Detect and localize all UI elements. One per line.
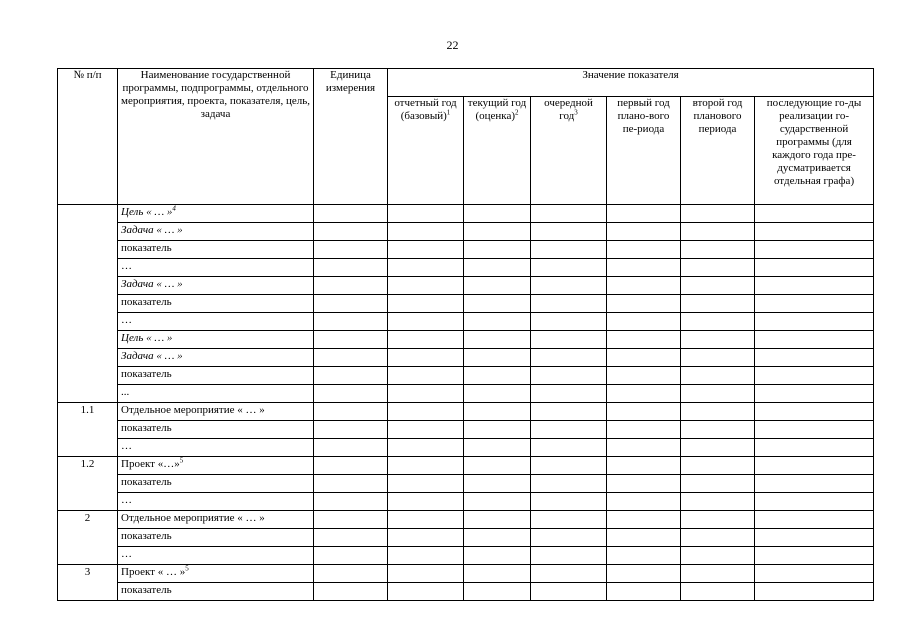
empty-value-cell (681, 439, 755, 457)
empty-value-cell (755, 547, 874, 565)
empty-value-cell (314, 439, 388, 457)
header-value-column-label: второй год планового периода (692, 97, 743, 135)
table-row (58, 493, 874, 511)
footnote-marker: 5 (185, 564, 189, 573)
header-value-column (531, 97, 607, 205)
empty-value-cell (607, 313, 681, 331)
empty-value-cell (681, 349, 755, 367)
table-row (58, 547, 874, 565)
empty-value-cell (531, 295, 607, 313)
footnote-marker: 2 (515, 108, 519, 117)
empty-value-cell (531, 511, 607, 529)
empty-value-cell (314, 583, 388, 601)
row-name-cell (118, 439, 314, 457)
empty-value-cell (388, 511, 464, 529)
row-name-cell (118, 511, 314, 529)
empty-value-cell (388, 277, 464, 295)
empty-value-cell (388, 367, 464, 385)
empty-value-cell (464, 259, 531, 277)
empty-value-cell (388, 205, 464, 223)
empty-value-cell (531, 349, 607, 367)
empty-value-cell (464, 313, 531, 331)
table-row (58, 313, 874, 331)
empty-value-cell (531, 547, 607, 565)
table-row (58, 565, 874, 583)
header-value-column (464, 97, 531, 205)
header-unit: Единица измерения (314, 69, 388, 205)
empty-value-cell (755, 529, 874, 547)
empty-value-cell (464, 547, 531, 565)
empty-value-cell (755, 223, 874, 241)
header-value-column-label: первый год плано-вого пе-риода (617, 97, 670, 135)
page-number: 22 (446, 38, 459, 52)
row-name-cell (118, 493, 314, 511)
row-number-cell: 2 (58, 511, 118, 565)
row-name-text: Задача « … » (121, 278, 183, 290)
header-number: № п/п (58, 69, 118, 205)
empty-value-cell (531, 475, 607, 493)
header-value-column-label: последующие го-ды реализации го-сударственной программы (для каждого года пре-дусматривается отдельная графа) (766, 97, 862, 187)
empty-value-cell (314, 529, 388, 547)
row-name-text: показатель (121, 368, 172, 380)
empty-value-cell (755, 493, 874, 511)
empty-value-cell (755, 583, 874, 601)
empty-value-cell (755, 421, 874, 439)
empty-value-cell (531, 367, 607, 385)
empty-value-cell (314, 511, 388, 529)
empty-value-cell (464, 349, 531, 367)
empty-value-cell (464, 241, 531, 259)
footnote-marker: 1 (446, 108, 451, 117)
empty-value-cell (464, 475, 531, 493)
empty-value-cell (531, 205, 607, 223)
empty-value-cell (314, 205, 388, 223)
empty-value-cell (607, 529, 681, 547)
empty-value-cell (314, 259, 388, 277)
row-name-text: Задача « … » (121, 224, 183, 236)
empty-value-cell (531, 331, 607, 349)
empty-value-cell (464, 493, 531, 511)
empty-value-cell (607, 295, 681, 313)
empty-value-cell (531, 529, 607, 547)
empty-value-cell (607, 493, 681, 511)
table-row (58, 403, 874, 421)
row-name-text: Отдельное мероприятие « … » (121, 404, 265, 416)
header-value-column-label: отчетный год (базовый) (394, 97, 457, 122)
empty-value-cell (607, 475, 681, 493)
empty-value-cell (681, 331, 755, 349)
empty-value-cell (464, 565, 531, 583)
empty-value-cell (755, 241, 874, 259)
row-name-text: … (121, 494, 132, 506)
row-name-cell (118, 295, 314, 313)
empty-value-cell (388, 457, 464, 475)
empty-value-cell (464, 529, 531, 547)
empty-value-cell (531, 403, 607, 421)
header-value-column (388, 97, 464, 205)
header-indicator-value: Значение показателя (388, 69, 874, 97)
table-row (58, 277, 874, 295)
empty-value-cell (681, 493, 755, 511)
row-name-text: … (121, 260, 132, 272)
empty-value-cell (681, 259, 755, 277)
empty-value-cell (464, 385, 531, 403)
empty-value-cell (755, 367, 874, 385)
row-name-cell (118, 205, 314, 223)
table-row (58, 367, 874, 385)
empty-value-cell (388, 493, 464, 511)
empty-value-cell (314, 331, 388, 349)
empty-value-cell (607, 241, 681, 259)
empty-value-cell (531, 313, 607, 331)
empty-value-cell (464, 421, 531, 439)
empty-value-cell (464, 223, 531, 241)
empty-value-cell (755, 457, 874, 475)
empty-value-cell (388, 331, 464, 349)
empty-value-cell (314, 547, 388, 565)
empty-value-cell (464, 277, 531, 295)
empty-value-cell (464, 403, 531, 421)
row-name-text: ... (121, 386, 130, 398)
empty-value-cell (531, 241, 607, 259)
empty-value-cell (681, 367, 755, 385)
row-name-text: показатель (121, 530, 172, 542)
table-row (58, 241, 874, 259)
empty-value-cell (314, 421, 388, 439)
row-name-cell (118, 241, 314, 259)
table-row (58, 205, 874, 223)
header-value-column (607, 97, 681, 205)
empty-value-cell (681, 565, 755, 583)
empty-value-cell (681, 223, 755, 241)
indicator-table (57, 68, 874, 601)
table-row (58, 223, 874, 241)
footnote-marker: 5 (179, 456, 184, 465)
empty-value-cell (755, 277, 874, 295)
empty-value-cell (681, 583, 755, 601)
row-name-text: показатель (121, 422, 172, 434)
row-name-cell (118, 403, 314, 421)
row-name-text: … (121, 548, 132, 560)
row-name-text: Отдельное мероприятие « … » (121, 512, 265, 524)
table-row (58, 457, 874, 475)
empty-value-cell (388, 565, 464, 583)
empty-value-cell (755, 295, 874, 313)
table-row (58, 439, 874, 457)
table-row (58, 331, 874, 349)
empty-value-cell (464, 331, 531, 349)
empty-value-cell (607, 547, 681, 565)
empty-value-cell (464, 511, 531, 529)
empty-value-cell (607, 583, 681, 601)
empty-value-cell (388, 349, 464, 367)
empty-value-cell (531, 457, 607, 475)
empty-value-cell (607, 385, 681, 403)
empty-value-cell (755, 313, 874, 331)
empty-value-cell (388, 385, 464, 403)
table-row (58, 421, 874, 439)
table-row (58, 295, 874, 313)
row-name-text: Цель « … » (121, 332, 173, 344)
row-name-cell (118, 529, 314, 547)
table-row (58, 385, 874, 403)
empty-value-cell (388, 583, 464, 601)
empty-value-cell (388, 547, 464, 565)
empty-value-cell (755, 439, 874, 457)
empty-value-cell (388, 529, 464, 547)
empty-value-cell (314, 475, 388, 493)
empty-value-cell (755, 259, 874, 277)
empty-value-cell (464, 367, 531, 385)
row-name-text: … (121, 440, 132, 452)
empty-value-cell (531, 493, 607, 511)
row-name-cell (118, 385, 314, 403)
empty-value-cell (464, 457, 531, 475)
empty-value-cell (681, 385, 755, 403)
header-name: Наименование государственной программы, подпрограммы, отдельного мероприятия, проекта, показателя, цель, задача (118, 69, 314, 205)
empty-value-cell (531, 565, 607, 583)
empty-value-cell (314, 565, 388, 583)
header-value-column (681, 97, 755, 205)
empty-value-cell (607, 367, 681, 385)
empty-value-cell (531, 385, 607, 403)
empty-value-cell (388, 259, 464, 277)
row-name-text: показатель (121, 476, 172, 488)
empty-value-cell (681, 511, 755, 529)
empty-value-cell (607, 457, 681, 475)
row-name-cell (118, 259, 314, 277)
row-name-cell (118, 331, 314, 349)
empty-value-cell (681, 313, 755, 331)
row-name-cell (118, 547, 314, 565)
empty-value-cell (314, 349, 388, 367)
row-name-cell (118, 313, 314, 331)
row-name-text: показатель (121, 584, 172, 596)
table-row (58, 529, 874, 547)
empty-value-cell (531, 421, 607, 439)
empty-value-cell (388, 475, 464, 493)
row-name-cell (118, 367, 314, 385)
empty-value-cell (388, 313, 464, 331)
empty-value-cell (388, 223, 464, 241)
empty-value-cell (607, 421, 681, 439)
empty-value-cell (681, 241, 755, 259)
empty-value-cell (314, 385, 388, 403)
empty-value-cell (388, 421, 464, 439)
row-number-cell: 1.2 (58, 457, 118, 511)
empty-value-cell (388, 295, 464, 313)
row-name-cell (118, 565, 314, 583)
empty-value-cell (388, 403, 464, 421)
empty-value-cell (607, 403, 681, 421)
header-value-column-label: очередной год (544, 97, 593, 122)
empty-value-cell (681, 457, 755, 475)
empty-value-cell (681, 475, 755, 493)
empty-value-cell (531, 583, 607, 601)
empty-value-cell (755, 475, 874, 493)
empty-value-cell (314, 457, 388, 475)
empty-value-cell (607, 277, 681, 295)
empty-value-cell (755, 385, 874, 403)
empty-value-cell (388, 439, 464, 457)
row-name-cell (118, 223, 314, 241)
row-name-cell (118, 277, 314, 295)
table-row (58, 583, 874, 601)
empty-value-cell (607, 511, 681, 529)
row-name-text: показатель (121, 296, 172, 308)
empty-value-cell (464, 295, 531, 313)
empty-value-cell (531, 223, 607, 241)
row-name-text: показатель (121, 242, 172, 254)
empty-value-cell (755, 349, 874, 367)
row-name-cell (118, 475, 314, 493)
empty-value-cell (681, 547, 755, 565)
row-name-cell (118, 421, 314, 439)
empty-value-cell (681, 295, 755, 313)
header-value-column (755, 97, 874, 205)
empty-value-cell (607, 259, 681, 277)
header-value-column-label: текущий год (оценка) (467, 97, 527, 122)
empty-value-cell (314, 277, 388, 295)
empty-value-cell (755, 205, 874, 223)
empty-value-cell (464, 439, 531, 457)
empty-value-cell (314, 295, 388, 313)
empty-value-cell (531, 277, 607, 295)
empty-value-cell (464, 583, 531, 601)
row-name-text: Цель « … » (121, 206, 173, 218)
empty-value-cell (607, 349, 681, 367)
table-row (58, 511, 874, 529)
row-number-cell: 3 (58, 565, 118, 601)
row-number-cell (58, 205, 118, 403)
empty-value-cell (314, 241, 388, 259)
empty-value-cell (681, 277, 755, 295)
empty-value-cell (314, 367, 388, 385)
row-name-text: Проект «…» (121, 458, 180, 470)
row-name-text: … (121, 314, 132, 326)
row-name-text: Задача « … » (121, 350, 183, 362)
empty-value-cell (607, 565, 681, 583)
table-row (58, 349, 874, 367)
table-row (58, 259, 874, 277)
row-number-cell: 1.1 (58, 403, 118, 457)
empty-value-cell (464, 205, 531, 223)
empty-value-cell (755, 511, 874, 529)
row-name-cell (118, 349, 314, 367)
empty-value-cell (314, 403, 388, 421)
empty-value-cell (314, 313, 388, 331)
empty-value-cell (314, 223, 388, 241)
empty-value-cell (681, 421, 755, 439)
empty-value-cell (607, 331, 681, 349)
empty-value-cell (531, 259, 607, 277)
empty-value-cell (607, 439, 681, 457)
empty-value-cell (607, 205, 681, 223)
empty-value-cell (681, 529, 755, 547)
row-name-text: Проект « … » (121, 566, 186, 578)
empty-value-cell (681, 205, 755, 223)
footnote-marker: 3 (574, 108, 578, 117)
empty-value-cell (755, 565, 874, 583)
table-row (58, 475, 874, 493)
row-name-cell (118, 457, 314, 475)
empty-value-cell (755, 403, 874, 421)
empty-value-cell (388, 241, 464, 259)
empty-value-cell (314, 493, 388, 511)
row-name-cell (118, 583, 314, 601)
empty-value-cell (755, 331, 874, 349)
empty-value-cell (681, 403, 755, 421)
empty-value-cell (531, 439, 607, 457)
footnote-marker: 4 (172, 204, 176, 213)
empty-value-cell (607, 223, 681, 241)
